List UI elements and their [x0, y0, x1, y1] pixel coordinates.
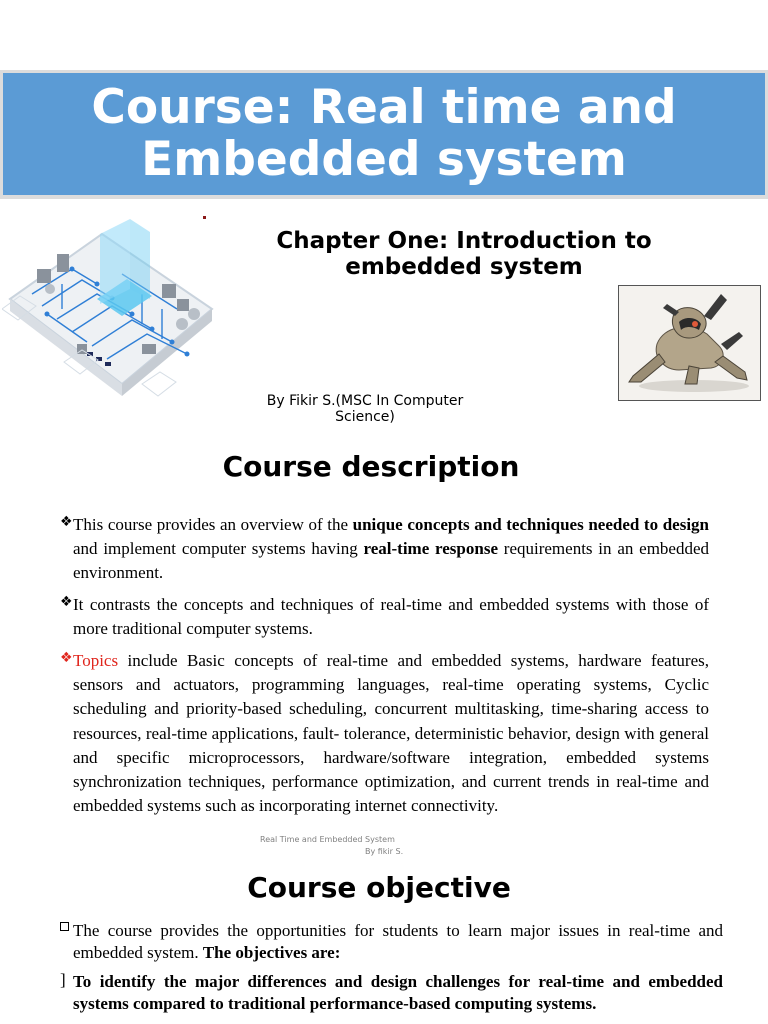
byline-line-2: Science): [335, 409, 395, 425]
diamond-bullet-icon: ❖: [60, 594, 73, 610]
circuit-board-image: [2, 214, 219, 412]
diamond-bullet-icon: ❖: [60, 514, 73, 530]
topics-text: include Basic concepts of real-time and embedded systems, hardware features, sensors and actuators, programming languages, real-time operating systems, Cyclic scheduling and priority-based scheduling, concurrent multitasking, time-sharing access to resources, real-time applications, fault- tolerance, deterministic behavior, design with general and specific microprocessors, hardware/software integration, embedded systems synchronization techniques, performance optimization, and current trends in real-time and embedded systems such as incorporating internet connectivity.: [73, 651, 709, 816]
image-marker: [203, 216, 206, 219]
p1-text-b: unique concepts and techniques needed to design: [352, 515, 709, 534]
course-objective-heading: Course objective: [247, 871, 511, 904]
objective-paragraph-1: [73, 920, 723, 963]
description-paragraph-2: It contrasts the concepts and techniques of real-time and embedded systems with those of more traditional computer systems.: [73, 595, 709, 639]
p1-text-c: and implement computer systems having: [73, 539, 364, 559]
diamond-bullet-icon: ❖: [60, 650, 73, 666]
p1-text-e: requirements in an embedded environment.: [73, 539, 710, 583]
footer-author: By fikir S.: [365, 847, 404, 856]
obj-p1-text-b: The objectives are:: [202, 942, 341, 962]
page-title: [91, 82, 676, 186]
robot-dog-image: [618, 285, 761, 401]
course-description-heading: Course description: [222, 450, 520, 483]
title-line-2: Embedded system: [141, 132, 627, 187]
author-byline: [250, 393, 480, 425]
obj-p1-text-a: The course provides the opportunities for students to learn major issues in real-time and embedded system.: [73, 921, 723, 962]
title-line-1: Course: Real time and: [91, 80, 677, 135]
robot-dog-illustration: [619, 286, 760, 400]
description-paragraph-1: [73, 513, 709, 586]
topics-label: Topics: [73, 651, 119, 670]
title-band: [0, 70, 768, 199]
title-box: [3, 73, 765, 195]
chapter-title: [240, 228, 688, 280]
description-paragraph-3: [73, 649, 709, 818]
chapter-line-1: Chapter One: Introduction to: [276, 228, 652, 254]
chapter-line-2: embedded system: [345, 254, 583, 280]
bracket-bullet-icon: ]: [60, 970, 66, 989]
objective-paragraph-2: To identify the major differences and design challenges for real-time and embedded systems compared to traditional performance-based computing systems.: [73, 972, 723, 1013]
footer-course-name: Real Time and Embedded System: [260, 835, 395, 844]
p1-text-d: real-time response: [363, 539, 498, 559]
square-bullet-icon: [60, 922, 69, 931]
p1-text-a: This course provides an overview of the: [73, 515, 353, 534]
byline-line-1: By Fikir S.(MSC In Computer: [266, 393, 464, 409]
